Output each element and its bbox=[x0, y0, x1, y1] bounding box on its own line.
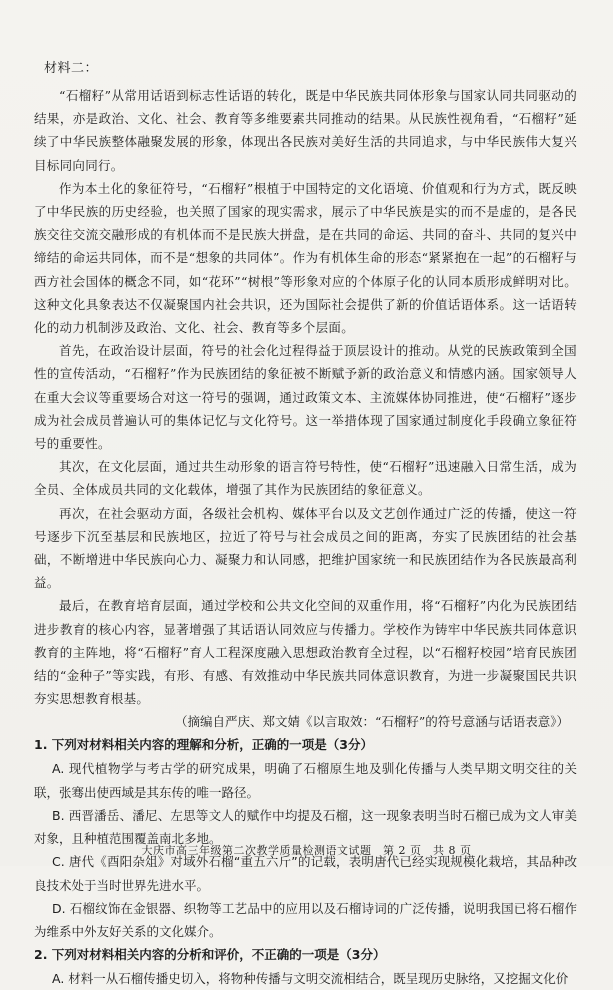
question-stem: 1. 下列对材料相关内容的理解和分析，正确的一项是（3分） bbox=[34, 737, 373, 753]
paragraph: 其次，在文化层面，通过共生动形象的语言符号特性，使“石榴籽”迅速融入日常生活，成为全员、全体成员共同的文化载体，增强了其作为民族团结的象征意义。 bbox=[34, 459, 577, 498]
question-option: A. 现代植物学与考古学的研究成果，明确了石榴原生地及驯化传播与人类早期文明交往的关联，张骞出使西域是其东传的唯一路径。 bbox=[34, 761, 577, 800]
paragraph: 作为本土化的象征符号，“石榴籽”根植于中国特定的文化语境、价值观和行为方式，既反映了中华民族的历史经验，也关照了国家的现实需求，展示了中华民族是实的而不是虚的，是各民族交往交流交融形成的有机体而不是民族大拼盘，是在共同的命运、共同的奋斗、共同的复兴中缔结的命运共同体，而不是“想象的共同体”。作为有机体生命的形态“紧紧抱在一起”的石榴籽与西方社会国体的概念不同，如“花环”“树根”等形象对应的个体原子化的认同本质形成鲜明对比。这种文化具象表达不仅凝聚国内社会共识，还为国际社会提供了新的价值话语体系。这一话语转化的动力机制涉及政治、文化、社会、教育等多个层面。 bbox=[34, 180, 577, 336]
paragraph: 再次，在社会驱动方面，各级社会机构、媒体平台以及文艺创作通过广泛的传播，使这一符号逐步下沉至基层和民族地区，拉近了符号与社会成员之间的距离，夯实了民族团结的社会基础，不断增进中华民族向心力、凝聚力和认同感，把维护国家统一和民族团结作为各民族最高利益。 bbox=[34, 505, 577, 591]
question-option: D. 石榴纹饰在金银器、织物等工艺品中的应用以及石榴诗词的广泛传播，说明我国已将石榴作为维系中外友好关系的文化媒介。 bbox=[34, 900, 577, 939]
paragraph: “石榴籽”从常用话语到标志性话语的转化，既是中华民族共同体形象与国家认同共同驱动的结果，亦是政治、文化、社会、教育等多维要素共同推动的结果。从民族性视角看，“石榴籽”延续了中华民族整体融聚发展的形象，体现出各民族对美好生活的共同追求，与中华民族伟大复兴目标同向同行。 bbox=[34, 88, 577, 173]
paragraph: 首先，在政治设计层面，符号的社会化过程得益于顶层设计的推动。从党的民族政策到全国性的宣传活动，“石榴籽”作为民族团结的象征被不断赋予新的政治意义和情感内涵。国家领导人在重大会议等重要场合对这一符号的强调，通过政策文本、主流媒体协同推进，使“石榴籽”逐步成为社会成员普遍认可的集体记忆与文化符号。这一举措体现了国家通过制度化手段确立象征符号的重要性。 bbox=[34, 343, 577, 452]
question-option: B. 西晋潘岳、潘尼、左思等文人的赋作中均提及石榴，这一现象表明当时石榴已成为文人审美对象，且种植范围覆盖南北多地。 bbox=[34, 807, 577, 847]
paragraph: 最后，在教育培育层面，通过学校和公共文化空间的双重作用，将“石榴籽”内化为民族团结进步教育的核心内容，显著增强了其话语认同效应与传播力。学校作为铸牢中华民族共同体意识教育的主阵地，将“石榴籽”育人工程深度融入思想政治教育全过程，以“石榴籽校园”培育民族团结的“金种子”等实践，有形、有感、有效推动中华民族共同体意识教育，为进一步凝聚国民共识夯实思想教育根基。 bbox=[34, 598, 577, 707]
question-stem: 2. 下列对材料相关内容的分析和评价，不正确的一项是（3分） bbox=[34, 947, 386, 963]
material-heading: 材料二： bbox=[44, 61, 99, 76]
page-footer: 大庆市高三年级第二次教学质量检测语文试题 第 2 页 共 8 页 bbox=[141, 844, 472, 857]
question-option: A. 材料一从石榴传播史切入，将物种传播与文明交流相结合，既呈现历史脉络，又挖掘文化价 bbox=[52, 971, 569, 987]
source-citation: （摘编自严庆、郑文婧《以言取效：“石榴籽”的符号意涵与话语表意》） bbox=[174, 714, 569, 730]
question-option: C. 唐代《酉阳杂俎》对域外石榴“重五六斤”的记载，表明唐代已经实现规模化栽培，其品种改良技术处于当时世界先进水平。 bbox=[34, 854, 577, 893]
